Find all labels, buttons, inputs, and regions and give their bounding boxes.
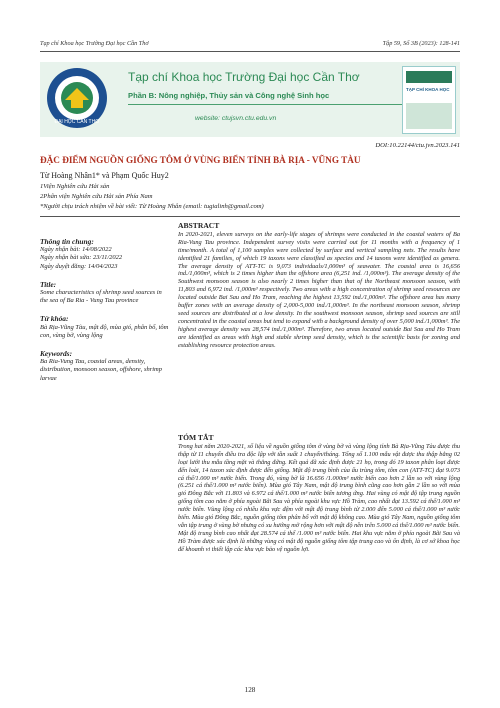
keywords-heading: Keywords: bbox=[40, 349, 73, 359]
doi[interactable]: DOI:10.22144/ctu.jvn.2023.141 bbox=[375, 142, 460, 149]
corresponding-author: *Người chịu trách nhiệm về bài viết: Từ Hoàng Nhân (email: tugialinh@gmail.com) bbox=[40, 203, 264, 210]
tukhoa-heading: Từ khóa: bbox=[40, 314, 69, 324]
affiliation-2: 2Phân viện Nghiên cứu Hải sản Phía Nam bbox=[40, 193, 153, 200]
journal-section: Phần B: Nông nghiệp, Thủy sản và Công nghệ Sinh học bbox=[128, 91, 330, 100]
running-header-volume: Tập 59, Số 3B (2023): 128-141 bbox=[382, 40, 460, 47]
title-heading: Title: bbox=[40, 279, 57, 289]
english-title: Some characteristics of shrimp seed sources in the sea of Ba Ria - Vung Tau province bbox=[40, 289, 162, 305]
info-heading: Thông tin chung: bbox=[40, 237, 94, 246]
abstract-heading: ABSTRACT bbox=[178, 221, 220, 230]
tomtat-section bbox=[178, 434, 460, 554]
paper-title: ĐẶC ĐIỂM NGUỒN GIỐNG TÔM Ở VÙNG BIỂN TỈNH BÀ RỊA - VŨNG TÀU bbox=[40, 155, 361, 165]
journal-website: website: ctujsvn.ctu.edu.vn bbox=[195, 115, 277, 122]
affiliation-1: 1Viện Nghiên cứu Hải sản bbox=[40, 183, 110, 190]
page-number: 128 bbox=[244, 686, 256, 694]
header-rule bbox=[40, 51, 460, 52]
tomtat-body: Trong hai năm 2020-2021, số liệu về nguồn giống tôm ở vùng bờ và vùng lộng tỉnh Bà Rịa-Vũng Tàu được thu thập từ 11 chuyến điều tra độc lập với tần suất 1 chuyến/tháng. Tổng số 1.100 mẫu vật được thu thập bằng 02 loại lưới thu mẫu tầng mặt và thẳng đứng. Kết quả đã xác định được 21 họ, trong đó 19 taxon phân loại được đến loài, 14 taxon xác định được đến giống. Mật độ trung bình của ấu trùng tôm, tôm con (ATT-TC) đạt 9.073 cá thể/1.000 m³ nước biển. Trong đó, vùng bờ là 16.656 /1.000m³ nước biển cao hơn 2 lần so với vùng lộng (6.251 cá thể/1.000 m³ nước biển). Mùa gió Tây Nam, mật độ trung bình cũng cao hơn gần 2 lần so với mùa gió Đông Bắc với 11.803 và 6.972 cá thể/1.000 m³ nước biển tương ứng. Hai vùng có mật độ tập trung nguồn giống tôm cao nằm ở phía ngoài Bãi Sau và phía ngoài khu vực Hồ Tràm, cao nhất đạt 13.592 cá thể/1.000 m³ nước biển. Vùng lộng có nhiều khu vực đệm với mật độ trung bình từ 2.000 đến 5.000 cá thể/1.000 m³ nước biển. Mùa gió Đông Bắc, nguồn giống tôm phân bố với mật độ không cao. Mùa gió Tây Nam, nguồn giống tôm vẫn tập trung ở vùng bờ nhưng có xu hướng mở rộng hơn với mật độ nền trên 5.000 cá thể/1.000 m³ nước biển. Mật độ trung bình cao nhất đạt 28.574 cá thể /1.000 m³ nước biển. Hai khu vực nằm ở phía ngoài Bãi Sau và Hồ Tràm được xác định là những vùng có mật độ nguồn giống tôm tập trung cao và ổn định, là cơ sở khoa học để khoanh vi thiết lập các khu vực bảo vệ nguồn lợi. bbox=[178, 442, 460, 553]
info-revised: Ngày nhận bài sửa: 23/11/2022 bbox=[40, 254, 123, 262]
authors: Từ Hoàng Nhân1* và Phạm Quốc Huy2 bbox=[40, 171, 169, 180]
university-logo-icon bbox=[45, 66, 109, 130]
info-received: Ngày nhận bài: 14/08/2022 bbox=[40, 246, 112, 254]
english-keywords: Ba Ria-Vung Tau, coastal areas, density, distribution, monsoon season, offshore, shrimp larvae bbox=[40, 358, 163, 382]
vietnamese-keywords: Bà Rịa-Vũng Tàu, mật độ, mùa gió, phân bố, tôm con, vùng bờ, vùng lộng bbox=[40, 323, 169, 339]
banner-divider bbox=[128, 104, 403, 105]
logo-text: ĐẠI HỌC CẦN THƠ bbox=[54, 119, 100, 125]
section-rule bbox=[40, 216, 460, 217]
article-info-sidebar bbox=[40, 238, 170, 383]
abstract-body: In 2020-2021, eleven surveys on the early-life stages of shrimps were conducted in the coastal waters of Ba Ria-Vung Tau province. Independent survey visits were carried out for 11 months with a frequency of 1 time/month. A total of 1,100 samples were collected by surface and vertical sampling nets. The results have identified 21 families, of which 19 taxons were classified as species and 14 taxons were identified as genera. The average density of ATT-TC is 9,073 individuals/1,000m³ of seawater. The coastal area is 16,656 ind./1,000m³, which is 2 times higher than the offshore area (6,251 ind. /1,000m³). The average density of the Southwest monsoon season is also nearly 2 times higher than that of the Northeast monsoon season, with 11,803 and 6,972 ind. /1,000m³ respectively. Two areas with a high concentration of shrimp seed resources are located outside Bai Sau and Ho Tram, reaching the highest 13,592 ind./1,000m³. The offshore area has many buffer zones with an average density of 2,000-5,000 ind./1,000m³. In the northeast monsoon season, shrimp seed sources are distributed at a low density. In the southwest monsoon season, shrimp seed sources are still concentrated in the coastal areas but tend to expand with a background density of over 5,000 ind./1,000m³. The highest average density was 28,574 ind./1,000m³. Therefore, two areas located outside Bai Sau and Ho Tram are identified as areas with high and stable shrimp seed density, which is the scientific basis for zoning and establishing resource protection areas. bbox=[178, 230, 460, 349]
journal-name: Tạp chí Khoa học Trường Đại học Cần Thơ bbox=[128, 70, 360, 84]
tomtat-heading: TÓM TẮT bbox=[178, 433, 214, 442]
cover-text: TẠP CHÍ KHOA HỌC bbox=[406, 87, 450, 92]
abstract-section bbox=[178, 222, 460, 350]
journal-cover-image bbox=[402, 66, 456, 134]
running-header-journal: Tạp chí Khoa học Trường Đại học Cần Thơ bbox=[40, 40, 149, 47]
info-accepted: Ngày duyệt đăng: 14/04/2023 bbox=[40, 262, 118, 270]
